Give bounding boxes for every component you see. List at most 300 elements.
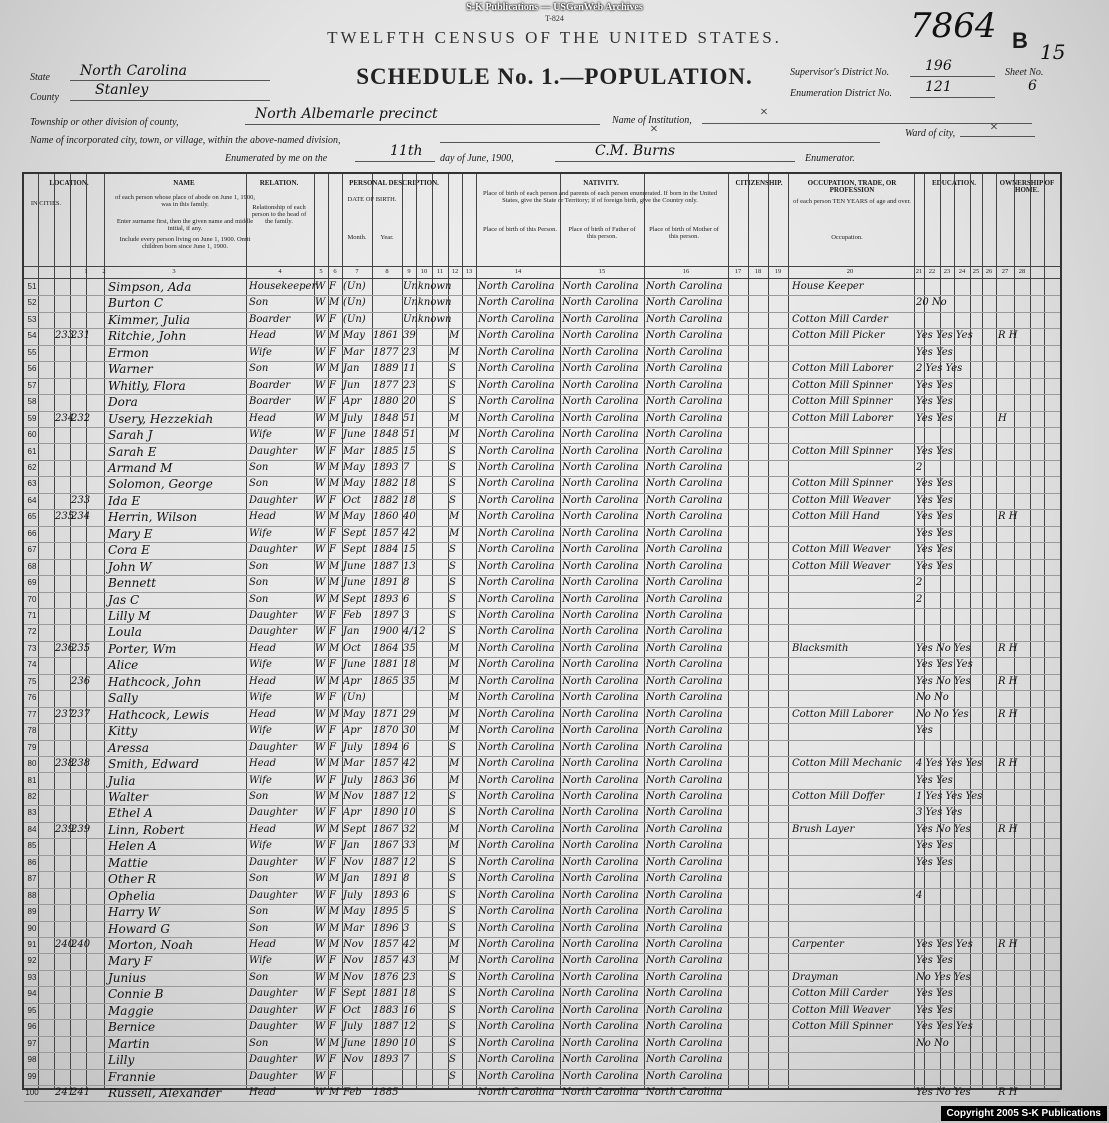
marital-status: M (449, 774, 460, 786)
birth-month: May (343, 511, 365, 523)
birth-month: June (343, 560, 366, 572)
relation-value: Son (249, 971, 269, 983)
sex-value: M (329, 675, 340, 687)
person-name: Frannie (108, 1069, 156, 1084)
column-number: 26 (985, 268, 993, 275)
person-name: Ethel A (108, 806, 153, 821)
birth-year: 1857 (373, 955, 399, 967)
group-location: LOCATION. (49, 179, 89, 187)
sex-value: M (329, 478, 340, 490)
person-name: Howard G (108, 921, 170, 936)
sex-value: M (329, 1037, 340, 1049)
person-name: John W (108, 559, 152, 574)
marital-status: M (449, 725, 460, 737)
birth-year: 1891 (373, 577, 399, 589)
occ-desc: of each person TEN YEARS of age and over. (793, 198, 911, 205)
occupation-value: Cotton Mill Weaver (792, 544, 891, 556)
relation-value: Head (249, 511, 277, 523)
education-value: 3 Yes Yes (916, 807, 963, 819)
relation-value: Wife (249, 774, 272, 786)
marital-status: S (449, 1004, 456, 1016)
education-value: Yes Yes (916, 840, 953, 852)
marital-status: S (449, 790, 456, 802)
sex-value: F (329, 281, 336, 292)
line-number: 65 (27, 512, 37, 522)
sex-value: F (329, 379, 336, 391)
birthplace-father: North Carolina (562, 1021, 639, 1033)
birth-year: 1890 (373, 807, 399, 819)
line-number: 59 (27, 413, 37, 423)
birthplace-mother: North Carolina (646, 741, 723, 753)
sex-value: M (329, 642, 340, 654)
marital-status: S (449, 1054, 456, 1066)
column-number: 5 (319, 268, 323, 275)
column-number: 15 (598, 268, 606, 275)
census-row (24, 493, 1060, 510)
birthplace-mother: North Carolina (646, 988, 723, 1000)
marital-status: S (449, 906, 456, 918)
birthplace-father: North Carolina (562, 988, 639, 1000)
row-rule (24, 1101, 1060, 1102)
column-number: 12 (451, 268, 459, 275)
person-name: Mattie (108, 855, 149, 870)
line-number: 61 (27, 446, 37, 456)
birthplace-father: North Carolina (562, 363, 639, 375)
sex-value: F (329, 527, 336, 539)
archive-banner: S-K Publications — USGenWeb Archives (466, 2, 643, 13)
birth-year: 1876 (373, 971, 399, 983)
census-row (24, 328, 1060, 345)
birth-year: 1883 (373, 1004, 399, 1016)
person-name: Usery, Hezzekiah (108, 411, 214, 426)
birthplace-mother: North Carolina (646, 725, 723, 737)
marital-status: S (449, 478, 456, 490)
census-row (24, 871, 1060, 888)
sex-value: M (329, 873, 340, 885)
relation-value: Head (249, 758, 277, 770)
sex-value: F (329, 1004, 336, 1016)
census-row (24, 888, 1060, 905)
age-value: 30 (403, 725, 416, 737)
sex-value: F (329, 988, 336, 1000)
birthplace-father: North Carolina (562, 939, 639, 950)
birthplace-person: North Carolina (478, 922, 555, 934)
ownership-value: R H (998, 675, 1018, 687)
person-name: Kimmer, Julia (108, 312, 191, 327)
line-number: 96 (27, 1022, 37, 1032)
census-row (24, 904, 1060, 921)
color-value: W (315, 1070, 326, 1082)
education-value: Yes No Yes (916, 675, 971, 687)
line-number: 66 (27, 528, 37, 538)
line-number: 51 (27, 282, 37, 291)
education-value: 20 No (916, 297, 947, 309)
marital-status: M (449, 823, 460, 835)
education-value: 4 Yes Yes Yes (916, 758, 983, 770)
supervisor-value: 196 (925, 58, 952, 74)
marital-status: M (449, 527, 460, 539)
age-value: 16 (403, 1004, 416, 1016)
ownership-value: R H (998, 758, 1018, 770)
line-number: 74 (27, 660, 37, 670)
birth-month: May (343, 330, 365, 342)
birth-year: 1884 (373, 544, 399, 556)
census-row (24, 937, 1060, 954)
dwelling-number: 238 (55, 758, 75, 770)
relation-value: Daughter (249, 856, 297, 868)
marital-status: M (449, 642, 460, 654)
sex-value: M (329, 790, 340, 802)
copyright-notice: Copyright 2005 S-K Publications (941, 1106, 1107, 1121)
relation-value: Son (249, 873, 269, 885)
birth-year: 1887 (373, 856, 399, 868)
birth-year: 1870 (373, 725, 399, 737)
birthplace-person: North Carolina (478, 610, 555, 621)
person-name: Ophelia (108, 888, 156, 903)
relation-value: Daughter (249, 1070, 297, 1082)
birthplace-person: North Carolina (478, 642, 555, 654)
birth-year: 1861 (373, 330, 399, 342)
census-row (24, 624, 1060, 641)
pob-person-label: Place of birth of this Person. (482, 226, 558, 233)
line-number: 87 (27, 874, 37, 884)
relation-value: Head (249, 412, 277, 424)
person-name: Other R (108, 872, 157, 887)
column-number: 9 (407, 268, 411, 275)
education-value: 1 Yes Yes Yes (916, 790, 983, 802)
birthplace-mother: North Carolina (646, 840, 723, 852)
age-value: 12 (403, 1021, 416, 1033)
birth-year: 1848 (373, 429, 399, 441)
marital-status: S (449, 922, 456, 934)
birthplace-person: North Carolina (478, 725, 555, 737)
relation-value: Wife (249, 429, 272, 441)
birthplace-father: North Carolina (562, 906, 639, 918)
line-number: 82 (27, 791, 37, 801)
birth-month: July (343, 741, 363, 753)
birthplace-person: North Carolina (478, 955, 555, 967)
census-row (24, 509, 1060, 526)
sex-value: F (329, 725, 336, 737)
birth-year: 1867 (373, 823, 399, 835)
day-of-label: day of June, 1900, (440, 153, 514, 164)
line-number: 86 (27, 857, 37, 867)
color-value: W (315, 527, 326, 539)
sex-value: F (329, 313, 336, 325)
birthplace-mother: North Carolina (646, 461, 723, 473)
township-value: North Albemarle precinct (255, 106, 438, 122)
sex-value: F (329, 807, 336, 819)
census-row (24, 394, 1060, 411)
line-number: 95 (27, 1005, 37, 1015)
group-relation: RELATION. (259, 179, 299, 187)
census-row (24, 805, 1060, 822)
column-number: 25 (972, 268, 980, 275)
person-name: Whitly, Flora (108, 378, 186, 393)
marital-status: S (449, 889, 456, 901)
sex-value: F (329, 1054, 336, 1066)
birthplace-mother: North Carolina (646, 873, 723, 885)
birth-month: Nov (343, 1054, 364, 1066)
birthplace-person: North Carolina (478, 363, 555, 375)
color-value: W (315, 642, 326, 654)
month-label: Month. (347, 234, 367, 241)
census-row (24, 1052, 1060, 1069)
birth-month: Mar (343, 758, 364, 770)
birth-year: 1857 (373, 527, 399, 539)
sex-value: F (329, 692, 336, 704)
birth-month: May (343, 461, 365, 473)
column-number: 7 (355, 268, 359, 275)
occupation-value: Blacksmith (792, 642, 849, 654)
family-number: 236 (71, 675, 91, 687)
color-value: W (315, 544, 326, 556)
birthplace-mother: North Carolina (646, 297, 723, 309)
dwelling-number: 240 (55, 939, 75, 950)
person-name: Harry W (108, 905, 161, 920)
marital-status: S (449, 593, 456, 605)
birth-year: 1887 (373, 560, 399, 572)
birthplace-person: North Carolina (478, 297, 555, 309)
birthplace-mother: North Carolina (646, 675, 723, 687)
sex-value: M (329, 461, 340, 473)
census-row (24, 723, 1060, 740)
color-value: W (315, 396, 326, 408)
birth-month: Nov (343, 790, 364, 802)
education-value: Yes No Yes (916, 642, 971, 654)
line-number: 76 (27, 693, 37, 703)
line-number: 85 (27, 841, 37, 851)
marital-status: M (449, 429, 460, 441)
birthplace-person: North Carolina (478, 626, 555, 638)
color-value: W (315, 659, 326, 671)
person-name: Armand M (108, 460, 173, 475)
occupation-value: Cotton Mill Carder (792, 313, 888, 325)
marital-status: S (449, 577, 456, 589)
birthplace-mother: North Carolina (646, 396, 723, 408)
birthplace-mother: North Carolina (646, 889, 723, 901)
age-value: 8 (403, 577, 410, 589)
birthplace-father: North Carolina (562, 577, 639, 589)
relation-desc: Relationship of each person to the head of the family. (251, 204, 307, 225)
sex-value: F (329, 889, 336, 901)
birthplace-person: North Carolina (478, 906, 555, 918)
age-value: 18 (403, 478, 416, 490)
person-name: Bennett (108, 576, 157, 591)
birth-year: 1881 (373, 659, 399, 671)
line-number: 83 (27, 808, 37, 818)
education-value: Yes No Yes (916, 823, 971, 835)
occupation-value: Cotton Mill Spinner (792, 1021, 893, 1033)
birth-year: 1893 (373, 461, 399, 473)
relation-value: Daughter (249, 741, 297, 753)
color-value: W (315, 758, 326, 770)
birth-month: (Un) (343, 692, 366, 704)
ward-label: Ward of city, (905, 128, 956, 139)
age-value: 51 (403, 412, 416, 424)
education-value: Yes Yes (916, 1004, 953, 1016)
line-number: 63 (27, 479, 37, 489)
education-value: 4 (916, 889, 923, 901)
person-name: Lilly M (108, 609, 151, 623)
person-name: Smith, Edward (108, 757, 199, 772)
census-row (24, 822, 1060, 839)
birthplace-person: North Carolina (478, 971, 555, 983)
education-value: Yes Yes (916, 511, 953, 523)
birthplace-person: North Carolina (478, 889, 555, 901)
education-value: Yes Yes (916, 346, 953, 358)
birth-year: 1900 (373, 626, 399, 638)
birthplace-father: North Carolina (562, 873, 639, 885)
family-number: 237 (71, 708, 91, 720)
person-name: Loula (108, 625, 142, 640)
birthplace-father: North Carolina (562, 626, 639, 638)
enum-label: Enumeration District No. (790, 88, 892, 99)
birthplace-person: North Carolina (478, 988, 555, 1000)
group-ownership: OWNERSHIP OF HOME. (999, 179, 1055, 194)
occupation-value: House Keeper (792, 281, 864, 292)
year-label: Year. (380, 234, 394, 241)
birth-year: 1880 (373, 396, 399, 408)
birthplace-father: North Carolina (562, 313, 639, 325)
occupation-value: Cotton Mill Laborer (792, 708, 893, 720)
age-value: 11 (403, 363, 416, 375)
occupation-value: Cotton Mill Laborer (792, 412, 893, 424)
birth-month: Jan (343, 626, 360, 638)
color-value: W (315, 856, 326, 868)
person-name: Herrin, Wilson (108, 510, 198, 525)
birthplace-mother: North Carolina (646, 330, 723, 342)
age-value: 42 (403, 939, 416, 950)
birthplace-father: North Carolina (562, 412, 639, 424)
line-number: 64 (27, 495, 37, 505)
color-value: W (315, 1021, 326, 1033)
color-value: W (315, 906, 326, 918)
birthplace-mother: North Carolina (646, 642, 723, 654)
sex-value: M (329, 922, 340, 934)
person-name: Lilly (108, 1053, 135, 1068)
occupation-value: Drayman (792, 971, 839, 983)
census-row (24, 592, 1060, 609)
census-row (24, 986, 1060, 1003)
age-value: 23 (403, 971, 416, 983)
dwelling-number: 236 (55, 642, 75, 654)
census-row (24, 345, 1060, 362)
education-value: 2 (916, 577, 923, 589)
enumerator-value: C.M. Burns (595, 143, 676, 159)
census-title: TWELFTH CENSUS OF THE UNITED STATES. (327, 28, 782, 47)
sex-value: F (329, 1021, 336, 1033)
relation-value: Head (249, 675, 277, 687)
age-value: 32 (403, 823, 416, 835)
color-value: W (315, 346, 326, 358)
birthplace-father: North Carolina (562, 840, 639, 852)
birthplace-father: North Carolina (562, 774, 639, 786)
birth-year: 1882 (373, 494, 399, 506)
relation-value: Wife (249, 955, 272, 967)
person-name: Kitty (108, 724, 138, 739)
birthplace-person: North Carolina (478, 544, 555, 556)
marital-status: M (449, 758, 460, 770)
birth-year: 1877 (373, 379, 399, 391)
birthplace-person: North Carolina (478, 1004, 555, 1016)
occupation-value: Cotton Mill Picker (792, 330, 885, 342)
age-value: 10 (403, 807, 416, 819)
education-value: Yes Yes (916, 494, 953, 506)
sex-value: M (329, 330, 340, 342)
age-value: Unknown (403, 281, 452, 292)
line-number: 68 (27, 561, 37, 571)
person-name: Hathcock, Lewis (108, 707, 210, 722)
birthplace-father: North Carolina (562, 445, 639, 457)
person-name: Julia (108, 773, 136, 788)
person-name: Burton C (108, 296, 164, 311)
line-number: 77 (27, 709, 37, 719)
marital-status: M (449, 840, 460, 852)
ownership-value: R H (998, 939, 1018, 950)
birthplace-father: North Carolina (562, 1054, 639, 1066)
sex-value: M (329, 823, 340, 835)
marital-status: S (449, 445, 456, 457)
marital-status: S (449, 807, 456, 819)
person-name: Sarah E (108, 444, 157, 459)
age-value: 43 (403, 955, 416, 967)
census-row (24, 427, 1060, 444)
birth-month: Nov (343, 939, 364, 950)
marital-status: M (449, 708, 460, 720)
birth-month: June (343, 429, 366, 441)
color-value: W (315, 1037, 326, 1049)
occupation-value: Cotton Mill Mechanic (792, 758, 902, 770)
age-value: 36 (403, 774, 416, 786)
institution-value: × (760, 105, 768, 120)
relation-value: Son (249, 461, 269, 473)
column-number: 17 (734, 268, 742, 275)
relation-value: Daughter (249, 807, 297, 819)
age-value: 35 (403, 675, 416, 687)
color-value: W (315, 445, 326, 457)
color-value: W (315, 708, 326, 720)
birth-month: July (343, 774, 363, 786)
color-value: W (315, 379, 326, 391)
person-name: Morton, Noah (108, 938, 194, 952)
page-stamp-number: 7864 (910, 6, 997, 46)
birth-month: Apr (343, 725, 362, 737)
age-value: 18 (403, 988, 416, 1000)
name-desc2: Enter surname first, then the given name and middle initial, if any. (116, 218, 254, 232)
person-name: Ermon (108, 345, 149, 360)
education-value: Yes Yes (916, 445, 953, 457)
line-number: 78 (27, 726, 37, 736)
birthplace-father: North Carolina (562, 971, 639, 983)
education-value: No Yes Yes (916, 971, 971, 983)
occupation-value: Cotton Mill Weaver (792, 560, 891, 572)
grid-header-line (24, 266, 1060, 267)
birthplace-person: North Carolina (478, 840, 555, 852)
relation-value: Head (249, 823, 277, 835)
marital-status: S (449, 873, 456, 885)
education-value: Yes Yes (916, 396, 953, 408)
relation-value: Head (249, 642, 277, 654)
person-name: Cora E (108, 543, 150, 558)
age-value: 39 (403, 330, 416, 342)
occupation-value: Cotton Mill Weaver (792, 494, 891, 506)
column-number: 13 (465, 268, 473, 275)
birthplace-mother: North Carolina (646, 281, 723, 292)
incorporated-label: Name of incorporated city, town, or village, within the above-named division, (30, 135, 341, 146)
birthplace-father: North Carolina (562, 856, 639, 868)
person-name: Connie B (108, 987, 164, 1002)
